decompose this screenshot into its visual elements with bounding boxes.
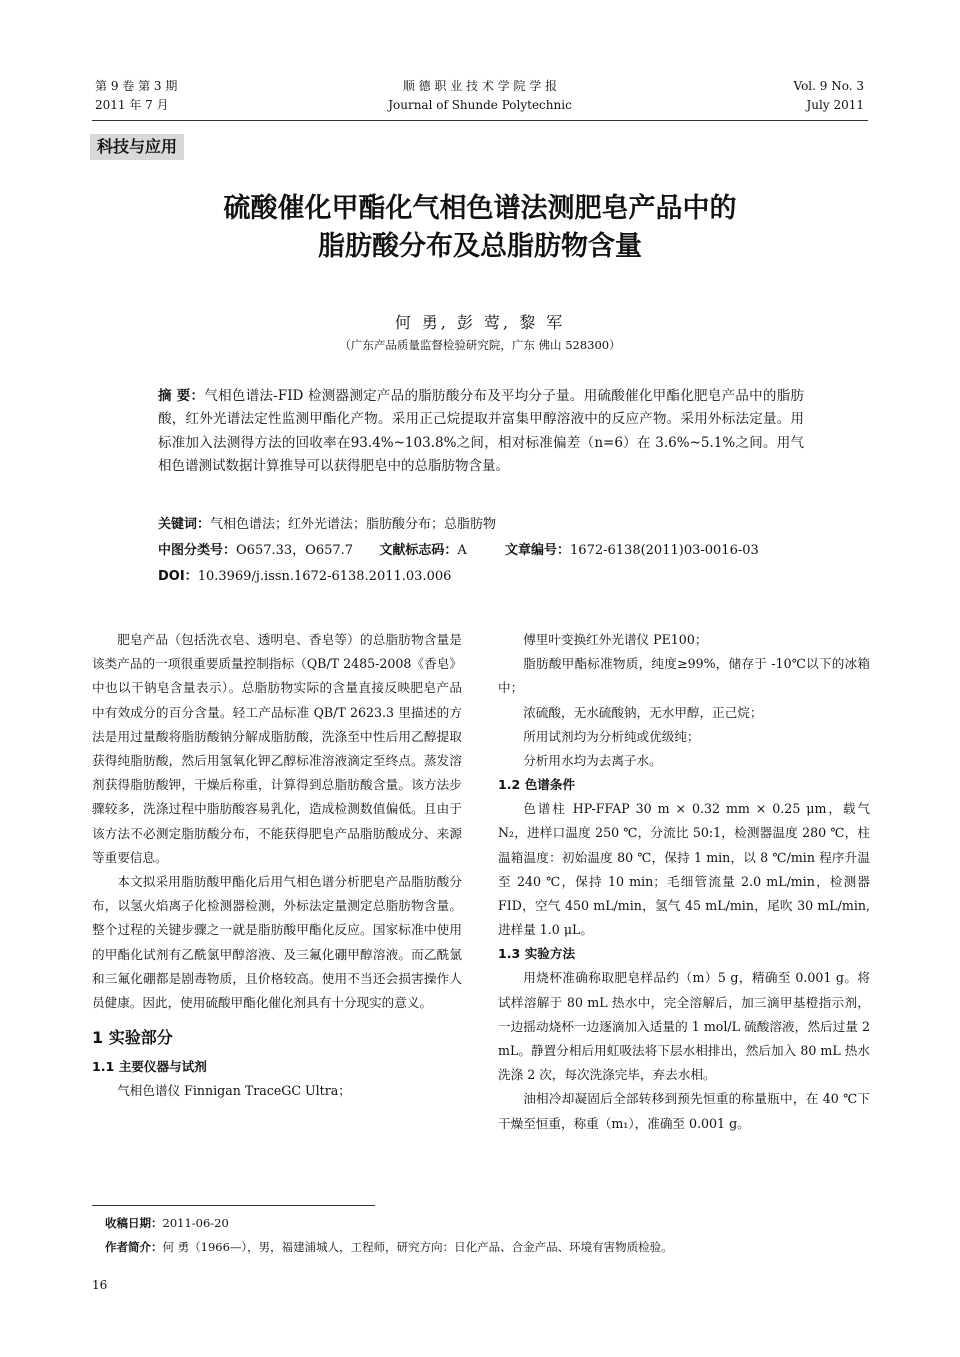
page-number: 16 — [92, 1278, 108, 1292]
section-tag: 科技与应用 — [90, 134, 184, 160]
doi-value: 10.3969/j.issn.1672-6138.2011.03.006 — [197, 569, 452, 584]
body-right-column — [498, 628, 870, 1136]
abstract-label: 摘 要： — [158, 388, 205, 404]
article-title — [90, 190, 870, 266]
volume-issue: 第 9 卷 第 3 期 — [95, 79, 178, 93]
body-paragraph: 色谱柱 HP-FFAP 30 m × 0.32 mm × 0.25 μm，载气 N₂，进样口温度 250 ℃，分流比 50:1，检测器温度 280 ℃，柱温箱温度：初始温度 80 ℃，保持 1 min，以 8 ℃/min 程序升温至 240 ℃，保持 10 min；毛细管流量 2.0 mL/min，检测器 FID，空气 450 mL/min，氢气 45 mL/min，尾吹 30 mL/min, 进样量 1.0 μL。 — [498, 801, 870, 938]
keywords — [158, 513, 818, 536]
received-date — [105, 1214, 229, 1233]
body-paragraph: 本文拟采用脂肪酸甲酯化后用气相色谱分析肥皂产品脂肪酸分布，以氢火焰离子化检测器检测，外标法定量测定总脂肪物含量。整个过程的关键步骤之一就是脂肪酸甲酯化反应。国家标准中使用的甲酯化试剂有乙酰氯甲醇溶液、及三氟化硼甲醇溶液。而乙酰氯和三氟化硼都是剧毒物质，且价格较高。使用不当还会损害操作人员健康。因此，使用硫酸甲酯化催化剂具有十分现实的意义。 — [92, 874, 462, 1011]
received-label: 收稿日期： — [105, 1216, 163, 1230]
abstract-text: 气相色谱法-FID 检测器测定产品的脂肪酸分布及平均分子量。用硫酸催化甲酯化肥皂产品中的脂肪酸，红外光谱法定性监测甲酯化产物。采用正己烷提取并富集甲醇溶液中的反应产物。采用外标法定量。用标准加入法测得方法的回收率在93.4%~103.8%之间，相对标准偏差（n=6）在 3.6%~5.1%之间。用气相色谱测试数据计算推导可以获得肥皂中的总脂肪物含量。 — [158, 388, 805, 475]
body-paragraph: 脂肪酸甲酯标准物质，纯度≥99%，储存于 -10℃以下的冰箱中； — [498, 656, 870, 696]
body-paragraph: 分析用水均为去离子水。 — [523, 753, 662, 769]
body-paragraph: 浓硫酸，无水硫酸钠，无水甲醇，正己烷； — [523, 704, 763, 720]
subsection-heading: 1.2 色谱条件 — [498, 777, 576, 793]
clc-value: O657.33，O657.7 — [236, 543, 354, 558]
doi-label: DOI： — [158, 569, 198, 584]
article-title-line1: 硫酸催化甲酯化气相色谱法测肥皂产品中的 — [223, 193, 737, 224]
journal-volume-info-en — [794, 77, 864, 115]
journal-name — [330, 77, 630, 115]
article-number-value: 1672-6138(2011)03-0016-03 — [570, 543, 759, 558]
volume-issue-en: Vol. 9 No. 3 — [793, 79, 864, 93]
body-paragraph: 用烧杯准确称取肥皂样品约（m）5 g，精确至 0.001 g。将试样溶解于 80 mL 热水中，完全溶解后，加三滴甲基橙指示剂，一边摇动烧杯一边逐滴加入适量的 1 mol/L 硫酸溶液，然后过量 2 mL。静置分相后用虹吸法将下层水相排出，然后加入 80 mL 热水洗涤 2 次，每次洗涤完毕，弃去水相。 — [498, 970, 870, 1083]
journal-volume-info — [95, 77, 177, 115]
body-paragraph: 油相冷却凝固后全部转移到预先恒重的称量瓶中，在 40 ℃下干燥至恒重，称重（m₁），准确至 0.001 g。 — [498, 1091, 870, 1131]
body-paragraph: 肥皂产品（包括洗衣皂、透明皂、香皂等）的总脂肪物含量是该类产品的一项很重要质量控制指标（QB/T 2485-2008《香皂》中也以干钠皂含量表示）。总脂肪物实际的含量直接反映肥皂产品中有效成分的百分含量。轻工产品标准 QB/T 2623.3 里描述的方法是用过量酸将脂肪酸钠分解成脂肪酸，洗涤至中性后用乙醇提取获得纯脂肪酸，然后用氢氧化钾乙醇标准溶液滴定至终点。蒸发溶剂获得脂肪酸钾，干燥后称重，计算得到总脂肪酸含量。该方法步骤较多，洗涤过程中脂肪酸容易乳化，造成检测数值偏低。且由于该方法不必测定脂肪酸分布，不能获得肥皂产品脂肪酸成分、来源等重要信息。 — [92, 632, 462, 865]
article-number-label: 文章编号： — [505, 543, 571, 558]
subsection-heading: 1.3 实验方法 — [498, 946, 576, 962]
abstract — [158, 385, 804, 479]
body-left-column — [92, 628, 462, 1103]
authors: 何 勇, 彭 莺, 黎 军 — [394, 313, 566, 332]
keywords-text: 气相色谱法；红外光谱法；脂肪酸分布；总脂肪物 — [210, 517, 497, 532]
section-heading: 1 实验部分 — [92, 1028, 173, 1048]
body-paragraph: 气相色谱仪 Finnigan TraceGC Ultra； — [117, 1083, 351, 1099]
body-paragraph: 傅里叶变换红外光谱仪 PE100； — [523, 632, 708, 647]
journal-name-en: Journal of Shunde Polytechnic — [388, 98, 572, 112]
author-bio — [105, 1238, 673, 1257]
footnote-divider — [92, 1205, 375, 1206]
journal-name-cn: 顺 德 职 业 技 术 学 院 学 报 — [402, 79, 558, 93]
subsection-heading: 1.1 主要仪器与试剂 — [92, 1059, 207, 1075]
article-title-line2: 脂肪酸分布及总脂肪物含量 — [318, 231, 642, 262]
affiliation: （广东产品质量监督检验研究院，广东 佛山 528300） — [339, 338, 621, 352]
classification-line — [158, 539, 818, 562]
doi-line — [158, 565, 818, 588]
header-divider — [92, 120, 868, 121]
publication-date: 2011 年 7 月 — [95, 98, 169, 112]
author-bio-label: 作者简介： — [105, 1240, 163, 1254]
keywords-label: 关键词： — [158, 517, 211, 532]
publication-date-en: July 2011 — [806, 98, 864, 112]
clc-label: 中图分类号： — [158, 543, 237, 558]
received-value: 2011-06-20 — [162, 1216, 229, 1230]
author-bio-value: 何 勇（1966—），男，福建浦城人，工程师，研究方向：日化产品、合金产品、环境有害物质检验。 — [162, 1240, 673, 1254]
doc-code-value: A — [457, 543, 467, 558]
body-paragraph: 所用试剂均为分析纯或优级纯； — [523, 728, 700, 744]
doc-code-label: 文献标志码： — [379, 543, 458, 558]
